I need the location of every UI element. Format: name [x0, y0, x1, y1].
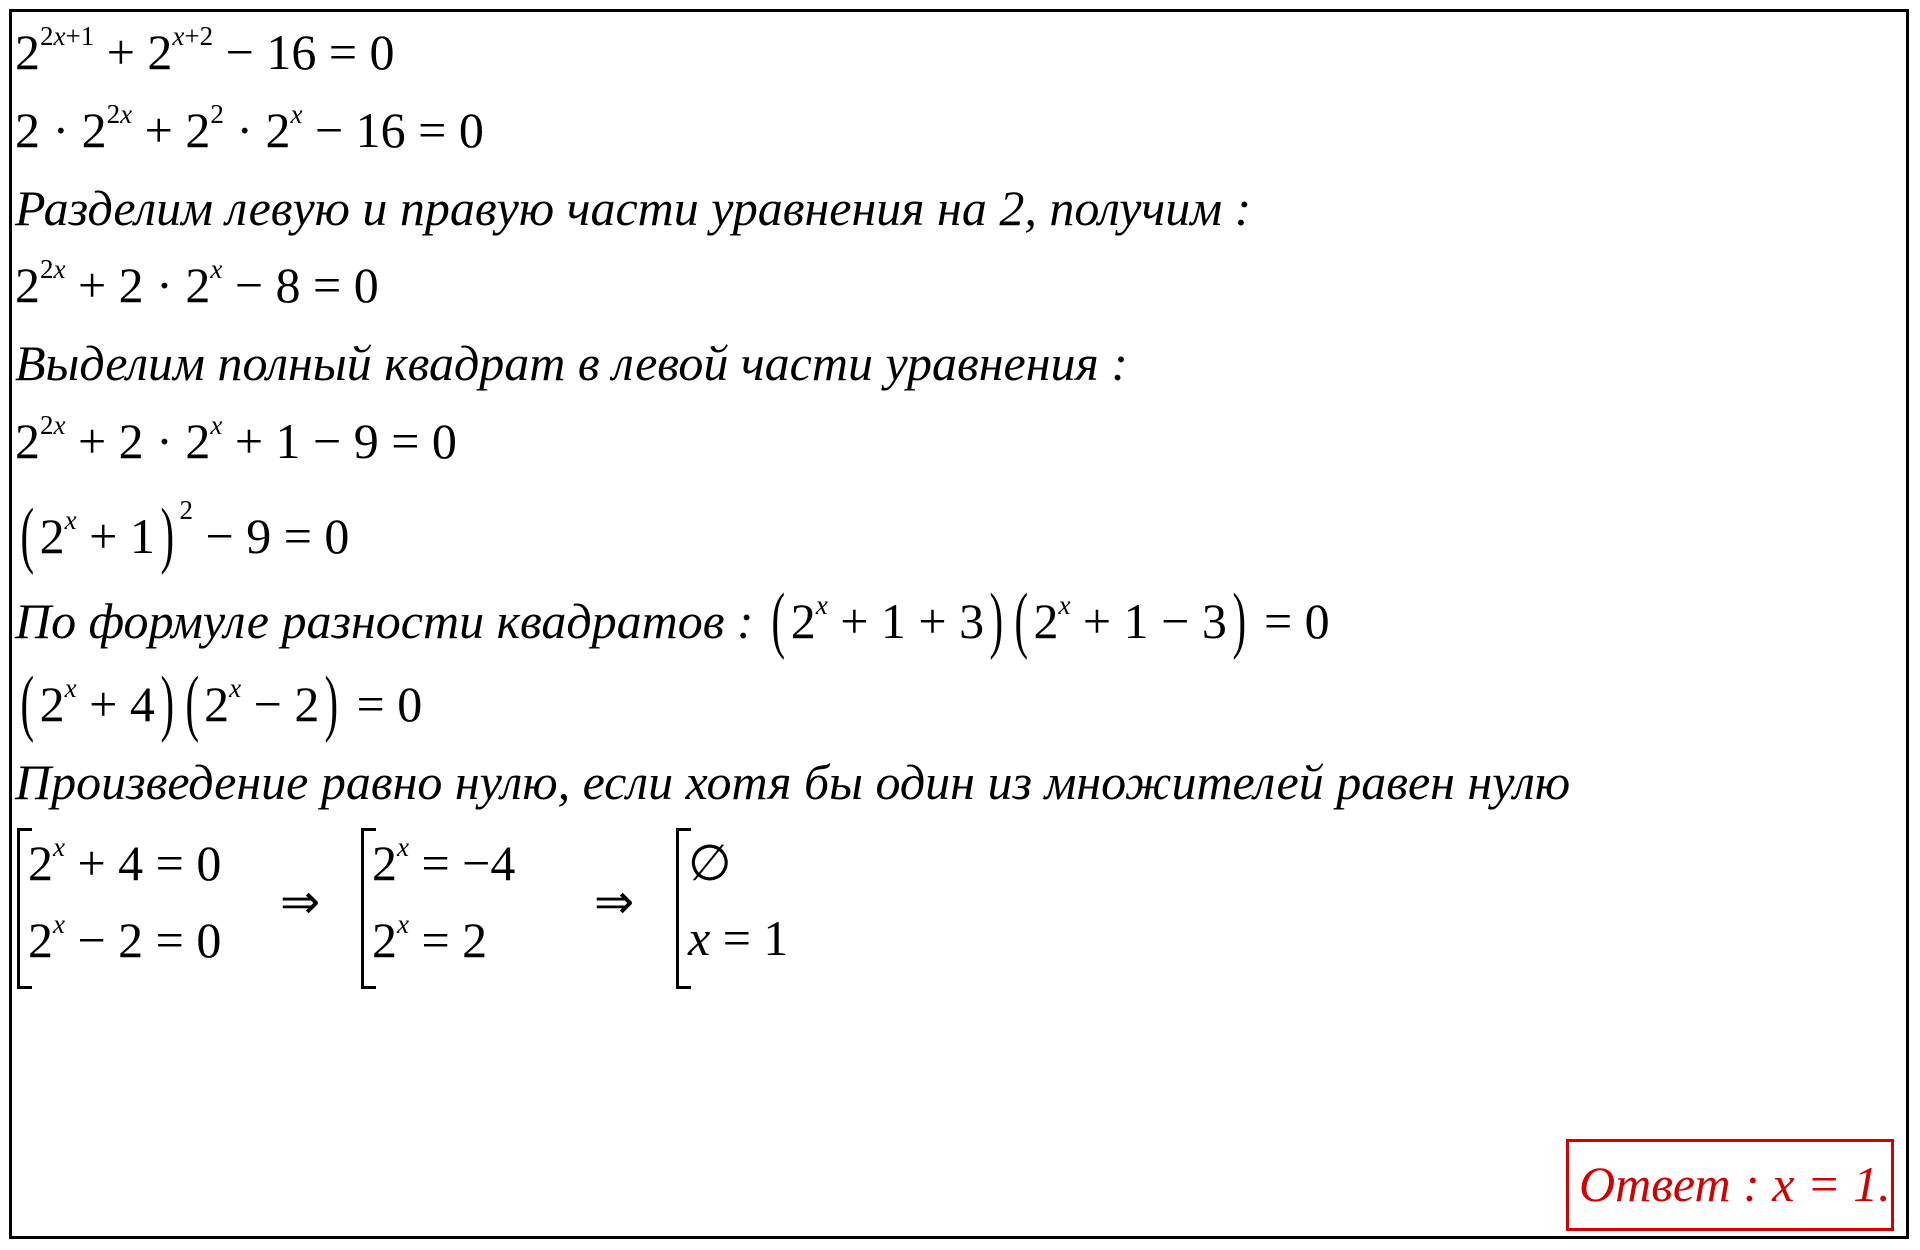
system3-line1: ∅: [688, 835, 732, 891]
implies-arrow-2: ⇒: [594, 874, 635, 930]
implies-arrow-1: ⇒: [280, 874, 321, 930]
divide-note: Разделим левую и правую части уравнения на 2, получим :: [15, 180, 1252, 236]
square-note: Выделим полный квадрат в левой части уравнения :: [15, 335, 1128, 391]
difference-of-squares-line: По формуле разности квадратов : ( $2^x + 1 + 3$) ( $2^x + 1 - 3) = 0$: [15, 579, 1330, 661]
equation-completed-square: $2^{2x} + 2 \cdot 2^x + 1 - 9 = 0$: [15, 410, 457, 469]
system3-line2: x = 1: [688, 910, 789, 966]
system2-line1: $2^x = -4$: [372, 832, 516, 891]
system1-line2: $2^x - 2 = 0$: [28, 909, 222, 968]
equation-square-form: ( $2^x + 1$) $^2$ − 9 = 0: [20, 494, 350, 576]
system2-line2: $2^x = 2$: [372, 909, 488, 968]
equation-factored: ( $2^x + 4$) ( $2^x - 2) = 0$: [20, 662, 423, 744]
equation-divided: $2^{2x} + 2 \cdot 2^x - 8 = 0$: [15, 254, 379, 313]
answer-label: Ответ :: [1579, 1156, 1760, 1212]
product-note: Произведение равно нулю, если хотя бы один из множителей равен нулю: [15, 754, 1571, 810]
formula-note: По формуле разности квадратов :: [15, 593, 754, 649]
answer-box: [1566, 1139, 1894, 1231]
answer-value: x = 1.: [1772, 1156, 1891, 1212]
system1-line1: $2^x + 4 = 0$: [28, 832, 222, 891]
equation-expanded: $2 \cdot 2^{2x} + 2^2 \cdot 2^x - 16 = 0$: [15, 99, 484, 158]
equation-original: $2^{2x+1} + 2^{x+2} - 16 = 0$: [15, 21, 395, 80]
